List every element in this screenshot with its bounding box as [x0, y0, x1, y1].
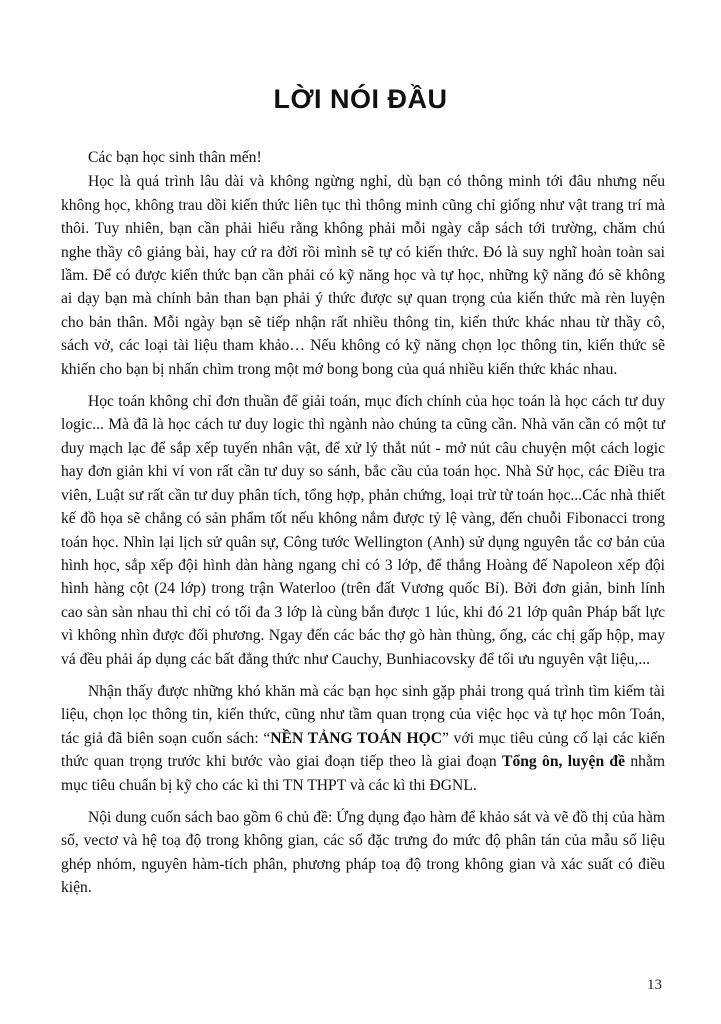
stage-name: Tổng ôn, luyện đề [502, 753, 626, 771]
paragraph-3-part-3: nhằm mục tiêu chuẩn bị kỹ cho các kì thi TN THPT và các kì thi ĐGNL. [61, 753, 665, 794]
paragraph-3-part-1: Nhận thấy được những khó khăn mà các bạn học sinh gặp phải trong quá trình tìm kiếm tài liệu, chọn lọc thông tin, kiến thức, cũng như tầm quan trọng của việc học và tự học môn Toán, tác giả đã biên soạn cuốn sách: “ [61, 682, 665, 747]
paragraph-1: Học là quá trình lâu dài và không ngừng nghỉ, dù bạn có thông minh tới đâu nhưng nếu không học, không trau dồi kiến thức liên tục thì thông minh cũng chỉ giống như vật trang trí mà thôi. Tuy nhiên, bạn cần phải hiểu rằng không phải mỗi ngày cắp sách tới trường, chăm chú nghe thầy cô giảng bài, hay cứ ra đời rồi mình sẽ tự có kiến thức. Đó là suy nghĩ hoàn toàn sai lầm. Để có được kiến thức bạn cần phải có kỹ năng học và tự học, những kỹ năng đó sẽ không ai dạy bạn mà chính bản than bạn phải ý thức được sự quan trọng của kiến thức mà rèn luyện cho bản thân. Mỗi ngày bạn sẽ tiếp nhận rất nhiều thông tin, kiến thức khác nhau từ thầy cô, sách vở, các loại tài liệu tham khảo… Nếu không có kỹ năng chọn lọc thông tin, kiến thức sẽ khiến cho bạn bị nhấn chìm trong một mớ bong bong của quá nhiều kiến thức khác nhau. [61, 173, 665, 378]
paragraph-4: Nội dung cuốn sách bao gồm 6 chủ đề: Ứng dụng đạo hàm để khảo sát và vẽ đồ thị của hàm số, vectơ và hệ toạ độ trong không gian, các số đặc trưng đo mức độ phân tán của mẫu số liệu ghép nhóm, nguyên hàm-tích phân, phương pháp toạ độ trong không gian và xác suất có điều kiện. [61, 808, 665, 897]
book-title: NỀN TẢNG TOÁN HỌC [270, 729, 442, 747]
paragraph-3-part-2: ” với mục tiêu củng cố lại các kiến thức quan trọng trước khi bước vào giai đoạn tiếp theo là giai đoạn [61, 729, 666, 771]
page-number: 13 [647, 977, 662, 993]
paragraph-3 [61, 680, 665, 797]
body-text [61, 146, 665, 909]
greeting: Các bạn học sinh thân mến! [88, 149, 262, 166]
page-title: LỜI NÓI ĐẦU [273, 84, 448, 114]
paragraph-2: Học toán không chỉ đơn thuần để giải toán, mục đích chính của học toán là học cách tư duy logic... Mà đã là học cách tư duy logic thì ngành nào chúng ta cũng cần. Nhà văn cần có một tư duy mạch lạc để sắp xếp tuyến nhân vật, để xử lý thắt nút - mở nút câu chuyện một cách logic hay đơn giản khi ví von rất cần tư duy so sánh, bắc cầu của toán học. Nhà Sử học, các Điều tra viên, Luật sư rất cần tư duy phân tích, tổng hợp, phản chứng, loại trừ từ toán học...Các nhà thiết kế đồ họa sẽ chẳng có sản phẩm tốt nếu không nắm được tỷ lệ vàng, đến chuỗi Fibonacci trong toán học. Nhìn lại lịch sử quân sự, Công tước Wellington (Anh) sử dụng nguyên tắc cơ bản của hình học, sắp xếp đội hình dàn hàng ngang chỉ có 3 lớp, để thắng Hoàng đế Napoleon xếp đội hình hàng cột (24 lớp) trong trận Waterloo (trên đất Vương quốc Bỉ). Bởi đơn giản, binh lính cao sàn sàn nhau thì chỉ có tối đa 3 lớp là cùng bắn được 1 lúc, khi đó 21 lớp quân Pháp bất lực vì không nhìn được đối phương. Ngay đến các bác thợ gò hàn thùng, ống, các chị gấp hộp, may vá đều phải áp dụng các bất đẳng thức như Cauchy, Bunhiacovsky để tối ưu nguyên vật liệu,... [61, 393, 665, 668]
